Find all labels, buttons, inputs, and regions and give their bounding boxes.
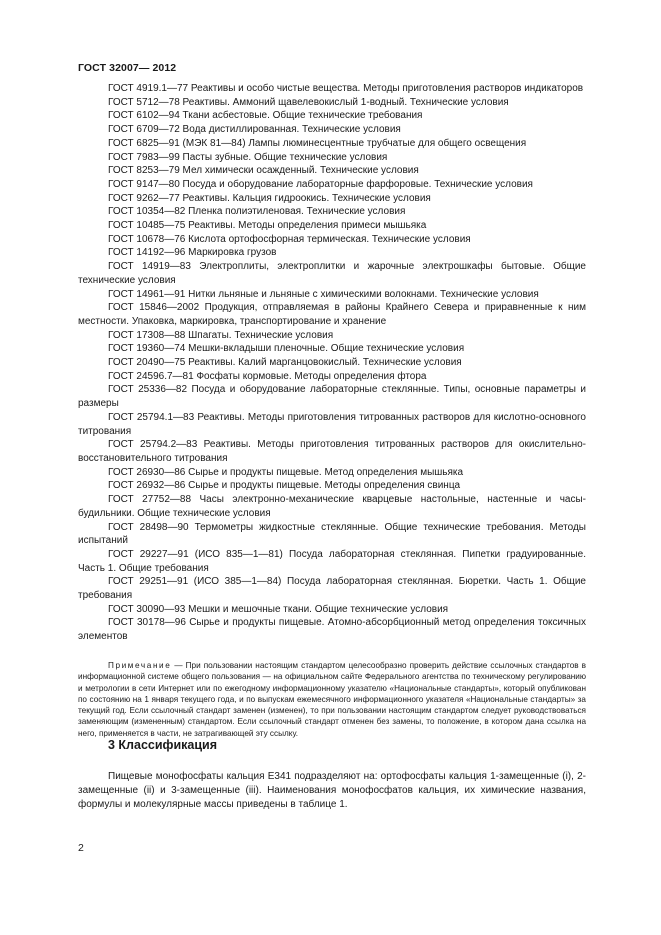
reference-item: ГОСТ 28498—90 Термометры жидкостные стеклянные. Общие технические требования. Методы испытаний bbox=[78, 521, 586, 547]
note-label: Примечание bbox=[108, 661, 172, 670]
reference-item: ГОСТ 4919.1—77 Реактивы и особо чистые вещества. Методы приготовления растворов индикаторов bbox=[108, 83, 584, 94]
reference-item: ГОСТ 25794.2—83 Реактивы. Методы приготовления титрованных растворов для окислительно-восстановительного титрования bbox=[78, 439, 586, 464]
note-text: — При пользовании настоящим стандартом целесообразно проверить действие ссылочных стандартов в информационной системе общего пользования — на официальном сайте Федерального агентства по техническому регулированию и метрологии в сети Интернет или по ежегодному информационному указателю «Национальные стандарты», который опубликован по состоянию на 1 января текущего года, и по выпускам ежемесячного информационного указателя «Национальные стандарты» за текущий год. Если ссылочный стандарт заменен (изменен), то при пользовании настоящим стандартом следует руководствоваться заменяющим (измененным) стандартом. Если ссылочный стандарт отменен без замены, то положение, в котором дана ссылка на него, применяется в части, не затрагивающей эту ссылку. bbox=[78, 661, 586, 738]
reference-item: ГОСТ 20490—75 Реактивы. Калий марганцовокислый. Технические условия bbox=[108, 357, 462, 369]
reference-item: ГОСТ 25794.1—83 Реактивы. Методы приготовления титрованных растворов для кислотно-основного титрования bbox=[78, 411, 586, 437]
reference-item: ГОСТ 30178—96 Сырье и продукты пищевые. Атомно-абсорбционный метод определения токсичных элементов bbox=[78, 617, 586, 643]
reference-item: ГОСТ 29251—91 (ИСО 385—1—84) Посуда лабораторная стеклянная. Бюретки. Часть 1. Общие требования bbox=[78, 576, 586, 602]
reference-item: ГОСТ 29227—91 (ИСО 835—1—81) Посуда лабораторная стеклянная. Пипетки градуированные. Часть 1. Общие требования bbox=[78, 548, 586, 574]
reference-item: ГОСТ 14192—96 Маркировка грузов bbox=[108, 247, 277, 259]
section-heading: 3 Классификация bbox=[108, 738, 218, 752]
reference-item: ГОСТ 24596.7—81 Фосфаты кормовые. Методы определения фтора bbox=[108, 370, 427, 382]
reference-item: ГОСТ 26932—86 Сырье и продукты пищевые. Методы определения свинца bbox=[108, 480, 461, 492]
references-list bbox=[78, 82, 586, 644]
reference-item: ГОСТ 27752—88 Часы электронно-механические кварцевые настольные, настенные и часы-будильники. Общие технические условия bbox=[78, 494, 586, 519]
reference-item: ГОСТ 5712—78 Реактивы. Аммоний щавелевокислый 1-водный. Технические условия bbox=[108, 96, 509, 108]
reference-item: ГОСТ 9147—80 Посуда и оборудование лабораторные фарфоровые. Технические условия bbox=[108, 178, 533, 190]
reference-item: ГОСТ 9262—77 Реактивы. Кальция гидроокись. Технические условия bbox=[108, 192, 431, 204]
reference-item: ГОСТ 26930—86 Сырье и продукты пищевые. Метод определения мышьяка bbox=[108, 466, 464, 478]
reference-item: ГОСТ 10678—76 Кислота ортофосфорная термическая. Технические условия bbox=[108, 233, 471, 245]
reference-item: ГОСТ 10485—75 Реактивы. Методы определения примеси мышьяка bbox=[108, 220, 427, 232]
reference-item: ГОСТ 25336—82 Посуда и оборудование лабораторные стеклянные. Типы, основные параметры и размеры bbox=[78, 384, 586, 410]
note-block bbox=[78, 660, 586, 739]
reference-item: ГОСТ 30090—93 Мешки и мешочные ткани. Общие технические условия bbox=[108, 603, 449, 615]
reference-item: ГОСТ 7983—99 Пасты зубные. Общие технические условия bbox=[108, 151, 388, 163]
reference-item: ГОСТ 8253—79 Мел химически осажденный. Технические условия bbox=[108, 165, 419, 177]
page-number: 2 bbox=[78, 842, 84, 854]
reference-item: ГОСТ 17308—88 Шпагаты. Технические условия bbox=[108, 329, 334, 341]
reference-item: ГОСТ 6709—72 Вода дистиллированная. Технические условия bbox=[108, 124, 401, 136]
reference-item: ГОСТ 19360—74 Мешки-вкладыши пленочные. Общие технические условия bbox=[108, 343, 465, 355]
classification-paragraph: Пищевые монофосфаты кальция Е341 подразделяют на: ортофосфаты кальция 1-замещенные (i), 2-замещенные (ii) и 3-замещенные (iii). Наименования монофосфатов кальция, их химические названия, формулы и молекулярные массы приведены в таблице 1. bbox=[78, 771, 586, 810]
reference-item: ГОСТ 14919—83 Электроплиты, электроплитки и жарочные электрошкафы бытовые. Общие технические условия bbox=[78, 261, 586, 286]
reference-item: ГОСТ 6825—91 (МЭК 81—84) Лампы люминесцентные трубчатые для общего освещения bbox=[108, 137, 527, 149]
reference-item: ГОСТ 14961—91 Нитки льняные и льняные с химическими волокнами. Технические условия bbox=[108, 288, 539, 300]
reference-item: ГОСТ 6102—94 Ткани асбестовые. Общие технические требования bbox=[108, 110, 423, 122]
reference-item: ГОСТ 10354—82 Пленка полиэтиленовая. Технические условия bbox=[108, 206, 406, 218]
reference-item: ГОСТ 15846—2002 Продукция, отправляемая в районы Крайнего Севера и приравненные к ним местности. Упаковка, маркировка, транспортирование и хранение bbox=[78, 302, 586, 327]
document-header: ГОСТ 32007— 2012 bbox=[78, 62, 177, 74]
